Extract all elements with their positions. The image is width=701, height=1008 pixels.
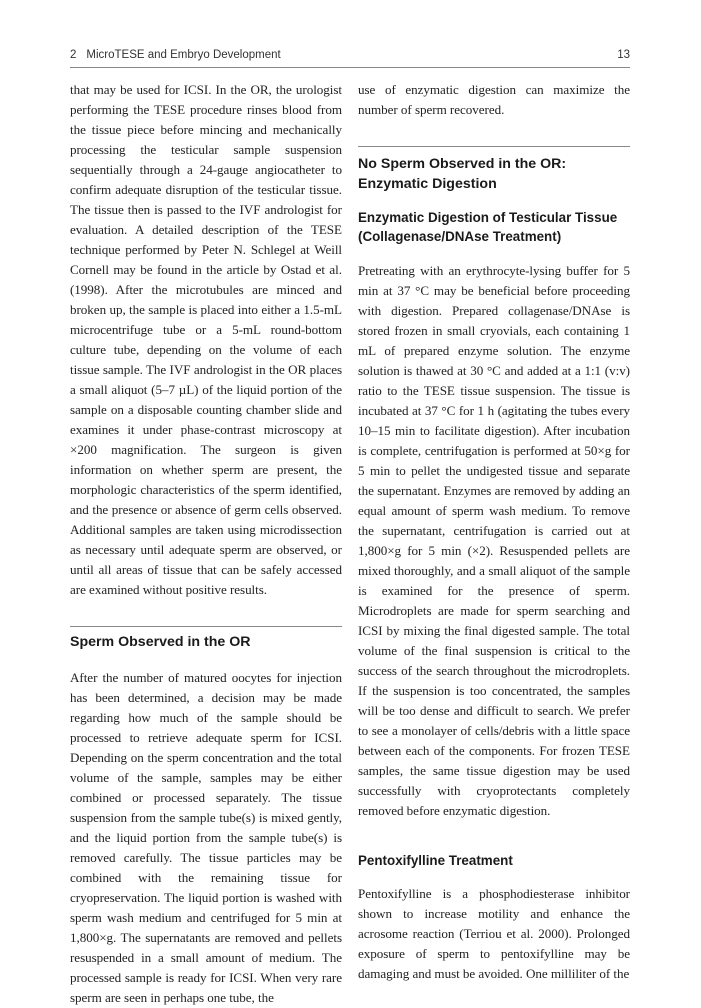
chapter-number: 2 — [70, 49, 77, 61]
section-divider — [70, 626, 342, 627]
section-heading-sperm-observed: Sperm Observed in the OR — [70, 634, 251, 650]
section-divider — [358, 146, 630, 147]
section-heading-no-sperm-observed: No Sperm Observed in the OR: Enzymatic Digestion — [358, 156, 567, 192]
body-paragraph-continuation: use of enzymatic digestion can maximize the number of sperm recovered. — [358, 82, 630, 117]
body-paragraph-tese-procedure: that may be used for ICSI. In the OR, the urologist performing the TESE procedure rinses blood from the tissue piece before mincing and mechanically processing the testicular sample suspension sequentially through a 24-gauge angiocatheter to confirm adequate disruption of the testicular tissue. The tissue then is passed to the IVF andrologist for evaluation. A detailed description of the TESE technique performed by Peter N. Schlegel at Weill Cornell may be found in the article by Ostad et al. (1998). After the microtubules are minced and broken up, the sample is placed into either a 1.5-mL microcentrifuge tube or a 5-mL round-bottom culture tube, depending on the volume of each tissue sample. The IVF andrologist in the OR places a small aliquot (5–7 µL) of the liquid portion of the sample on a disposable counting chamber slide and examines it under phase-contrast microscopy at ×200 magnification. The surgeon is given information on whether sperm are present, the morphologic characteristics of the sperm identified, and the presence or absence of germ cells observed. Additional samples are taken using microdissection as necessary until adequate sperm are observed, or until all areas of tissue that can be safely accessed are examined without positive results. — [70, 82, 342, 597]
body-paragraph-sperm-observed: After the number of matured oocytes for injection has been determined, a decision may be made regarding how much of the sample should be processed to retrieve adequate sperm for ICSI. Depending on the sperm concentration and the total volume of the sample, samples may be either combined or processed separately. The tissue suspension from the sample tube(s) is mixed gently, and the liquid portion from the sample tube(s) is removed carefully. The tissue particles may be combined with the remaining tissue for cryopreservation. The liquid portion is washed with sperm wash medium and centrifuged for 5 min at 1,800×g. The supernatants are removed and pellets resuspended in a small amount of medium. The processed sample is ready for ICSI. When very rare sperm are seen in perhaps one tube, the — [70, 670, 342, 1005]
subheading-pentoxifylline: Pentoxifylline Treatment — [358, 853, 513, 868]
chapter-title: MicroTESE and Embryo Development — [86, 49, 281, 61]
right-column — [358, 80, 630, 984]
left-column — [70, 80, 342, 1008]
page-number: 13 — [617, 49, 630, 61]
running-header-title-group — [70, 49, 281, 61]
body-paragraph-enzymatic-digestion: Pretreating with an erythrocyte-lysing buffer for 5 min at 37 °C may be beneficial before proceeding with digestion. Prepared collagenase/DNAse is stored frozen in small cryovials, each containing 1 mL of prepared enzyme solution. The enzyme solution is thawed at 30 °C and added at a 1:1 (v:v) ratio to the TESE tissue suspension. The tissue is incubated at 37 °C for 1 h (agitating the tubes every 10–15 min to facilitate digestion). After incubation is complete, centrifugation is performed at 50×g for 5 min to pellet the undigested tissue and separate the supernatant. Enzymes are removed by adding an equal amount of sperm wash medium. To remove the supernatant, centrifugation is carried out at 1,800×g for 5 min (×2). Resuspended pellets are mixed thoroughly, and a small aliquot of the sample is examined for the presence of sperm. Microdroplets are made for sperm searching and ICSI by mixing the final digested sample. The total volume of the final suspension is critical to the success of the search throughout the microdroplets. If the suspension is too concentrated, the samples will be too dense and difficult to search. We prefer to see a monolayer of cells/debris with a little space between each of the components. For frozen TESE samples, the same tissue digestion may be used successfully with cryoprotectants completely removed before enzymatic digestion. — [358, 263, 630, 818]
running-header — [70, 47, 630, 68]
body-paragraph-pentoxifylline: Pentoxifylline is a phosphodiesterase inhibitor shown to increase motility and enhance the acrosome reaction (Terriou et al. 2000). Prolonged exposure of sperm to pentoxifylline may be damaging and must be avoided. One milliliter of the — [358, 886, 630, 981]
subheading-enzymatic-digestion: Enzymatic Digestion of Testicular Tissue (Collagenase/DNAse Treatment) — [358, 210, 618, 244]
